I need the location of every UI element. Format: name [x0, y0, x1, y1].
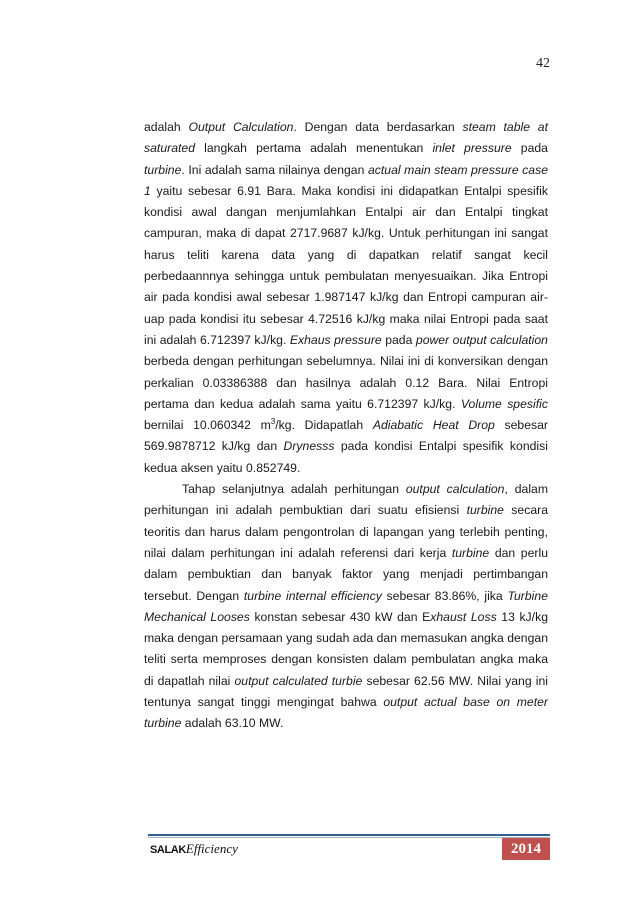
emphasis-term: output calculated turbie [234, 673, 363, 688]
emphasis-term: Drynesss [283, 439, 335, 454]
text-run: secara teoritis dan harus dalam pengontrolan di lapangan yang terlebih penting, nilai dalam perhitungan ini adalah referensi dari kerja [144, 503, 548, 560]
emphasis-term: power output calculation [415, 332, 548, 347]
text-run: . Ini adalah sama nilainya dengan [181, 162, 368, 177]
body-text [144, 117, 548, 735]
emphasis-term: Volume spesific [460, 396, 548, 411]
text-run: adalah [144, 120, 189, 134]
text-run: konstan sebesar 430 kW dan E [249, 609, 431, 624]
footer-brand [150, 841, 238, 857]
text-run: Tahap selanjutnya adalah perhitungan [182, 482, 406, 497]
emphasis-term: turbine internal efficiency [243, 588, 382, 603]
emphasis-term: output actual base on meter turbine [144, 695, 548, 731]
text-run: sebesar 569.9878712 kJ/kg dan [144, 418, 549, 454]
footer-year-badge: 2014 [502, 838, 550, 860]
text-run: pada [511, 141, 548, 156]
emphasis-term: output calculation [405, 482, 505, 497]
text-run: /kg. Didapatlah [275, 418, 373, 433]
emphasis-term: Turbine Mechanical Looses [144, 588, 548, 624]
text-run: sebesar 83.86%, jika [381, 588, 508, 603]
emphasis-term: xhaust Loss [430, 609, 497, 624]
superscript: 3 [270, 417, 276, 427]
emphasis-term: turbine [144, 162, 182, 177]
text-run: , dalam perhitungan ini adalah pembuktian dari suatu efisiensi [144, 482, 549, 518]
footer-rule-secondary [148, 837, 550, 838]
text-run: dan perlu dalam pembuktian dan banyak faktor yang menjadi pertimbangan tersebut. Dengan [144, 545, 548, 603]
text-run: berbeda dengan perhitungan sebelumnya. Nilai ini di konversikan dengan perkalian 0.03386388 dan hasilnya adalah 0.12 Bara. Nilai Entropi pertama dan kedua adalah sama yaitu 6.712397 kJ/kg. [144, 354, 548, 411]
text-run: . Dengan data berdasarkan [293, 120, 463, 134]
footer-brand-strong: SALAK [150, 844, 186, 856]
paragraph-1 [144, 117, 548, 479]
emphasis-term: steam table at saturated [144, 120, 548, 156]
emphasis-term: actual main steam pressure case 1 [144, 162, 548, 198]
emphasis-term: Adiabatic Heat Drop [372, 418, 495, 433]
text-run: adalah 63.10 MW. [181, 716, 284, 731]
text-run: 13 kJ/kg maka dengan persamaan yang sudah ada dan memasukan angka dengan teliti serta memproses dengan konsisten dalam pembulatan angka maka di dapatlah nilai [144, 609, 548, 688]
text-run: langkah pertama adalah menentukan [195, 141, 433, 156]
text-run: pada [381, 332, 416, 347]
footer-brand-emphasis: Efficiency [185, 841, 238, 856]
text-run: sebesar 62.56 MW. Nilai yang ini tentunya sangat tinggi mengingat bahwa [144, 673, 548, 710]
emphasis-term: Exhaus pressure [289, 332, 382, 347]
text-run: yaitu sebesar 6.91 Bara. Maka kondisi ini didapatkan Entalpi spesifik kondisi awal dangan menjumlahkan Entalpi air dan Entalpi tingkat campuran, maka di dapat 2717.9687 kJ/kg. Untuk perhitungan ini sangat harus teliti karena data yang di dapatkan relatif sangat kecil perbedaannnya sehingga untuk pembulatan menyesuaikan. Jika Entropi air pada kondisi awal sebesar 1.987147 kJ/kg dan Entropi campuran air-uap pada kondisi itu sebesar 4.72516 kJ/kg maka nilai Entropi pada saat ini adalah 6.712397 kJ/kg. [144, 183, 548, 347]
emphasis-term: Output Calculation [188, 120, 294, 134]
paragraph-2 [144, 479, 548, 735]
text-run: pada kondisi Entalpi spesifik kondisi kedua aksen yaitu 0.852749. [144, 439, 548, 475]
emphasis-term: inlet pressure [432, 141, 512, 156]
emphasis-term: turbine [451, 545, 490, 560]
emphasis-term: turbine [466, 503, 504, 518]
footer-rule [148, 834, 550, 836]
text-run: bernilai 10.060342 m [144, 418, 271, 433]
page-number: 42 [536, 56, 550, 71]
